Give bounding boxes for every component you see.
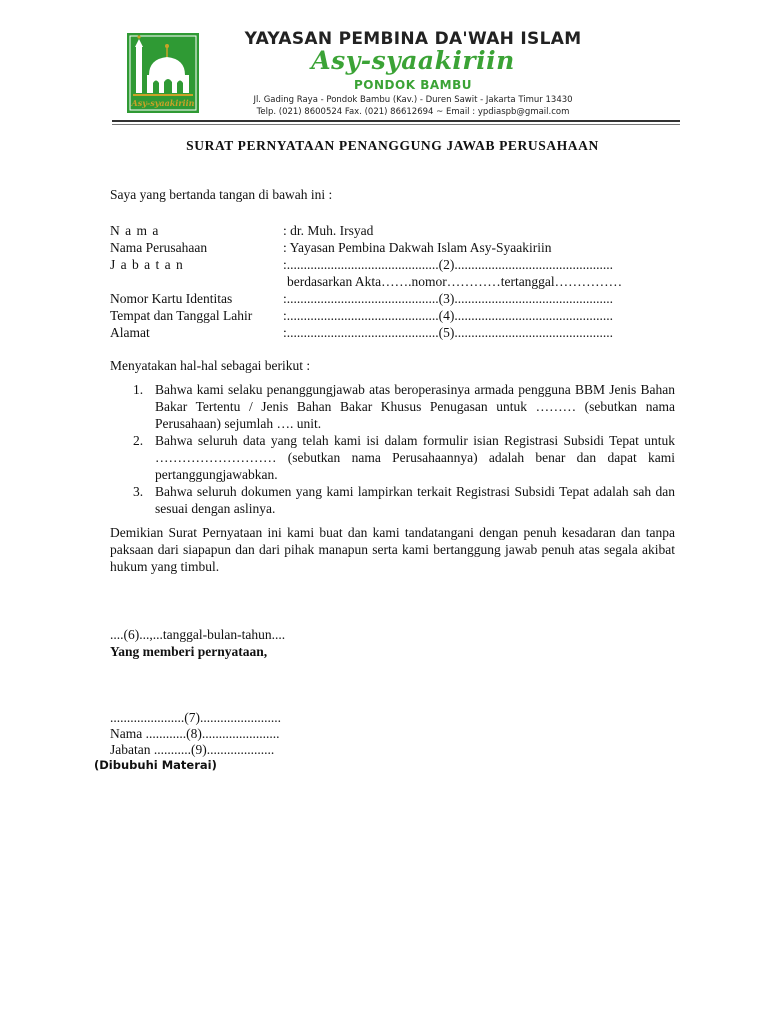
field-label-id-number: Nomor Kartu Identitas (110, 291, 233, 306)
letterhead-divider-thick (112, 120, 680, 122)
logo-caption: Asy-syaakiriin (131, 98, 195, 108)
stamp-duty-note: (Dibubuhi Materai) (94, 758, 217, 772)
letterhead-divider-thin (112, 124, 680, 125)
signer-name: Nama ............(8)....................... (110, 726, 280, 741)
field-label-company: Nama Perusahaan (110, 240, 208, 255)
statement-number: 3. (133, 484, 144, 499)
field-label-position: J a b a t a n (110, 257, 184, 272)
organization-address: Jl. Gading Raya - Pondok Bambu (Kav.) - Duren Sawit - Jakarta Timur 13430 (253, 95, 573, 105)
signature-line: ......................(7)........................ (110, 710, 281, 725)
statement-text: Bahwa seluruh data yang telah kami isi dalam formulir isian Registrasi Subsidi Tepat untuk ……………………… (sebutkan nama Perusahaannya) adalah benar dan dapat kami pertanggungjawabkan. (155, 433, 675, 482)
closing-paragraph: Demikian Surat Pernyataan ini kami buat dan kami tandatangani dengan penuh kesadaran dan tanpa paksaan dari siapapun dan dari pihak manapun serta kami bertanggung jawab penuh atas segala akibat hukum yang timbul. (110, 525, 675, 574)
field-value-id-number: :.............................................(3)............................................... (283, 291, 613, 306)
field-value-birth: :.............................................(4)............................................... (283, 308, 613, 323)
statement-text: Bahwa seluruh dokumen yang kami lampirkan terkait Registrasi Subsidi Tepat adalah sah dan sesuai dengan aslinya. (155, 484, 675, 516)
field-label-birth: Tempat dan Tanggal Lahir (110, 308, 253, 323)
foundation-logo (127, 33, 199, 113)
statement-number: 1. (133, 382, 144, 397)
organization-name: YAYASAN PEMBINA DA'WAH ISLAM (244, 29, 582, 49)
organization-script-name: Asy-syaakiriin (311, 46, 515, 75)
field-label-name: N a m a (110, 223, 160, 238)
field-value-name: : dr. Muh. Irsyad (283, 223, 374, 238)
field-label-address: Alamat (110, 325, 150, 340)
place-date-line: ....(6)...,...tanggal-bulan-tahun.... (110, 627, 286, 642)
statement-intro: Menyatakan hal-hal sebagai berikut : (110, 358, 311, 373)
field-value-address: :.............................................(5)............................................... (283, 325, 613, 340)
signer-position: Jabatan ...........(9).................... (110, 742, 275, 757)
statement-number: 2. (133, 433, 144, 448)
statement-text: Bahwa kami selaku penanggungjawab atas beroperasinya armada pengguna BBM Jenis Bahan Bakar Tertentu / Jenis Bahan Bakar Khusus Penugasan untuk ……… (sebutkan nama Perusahaan) sejumlah …. unit. (155, 382, 675, 431)
signer-heading: Yang memberi pernyataan, (110, 644, 268, 659)
field-value-company: : Yayasan Pembina Dakwah Islam Asy-Syaakiriin (283, 240, 552, 255)
field-value-deed: berdasarkan Akta…….nomor…………tertanggal…………… (287, 274, 623, 289)
intro-text: Saya yang bertanda tangan di bawah ini : (110, 187, 333, 202)
organization-contact: Telp. (021) 8600524 Fax. (021) 86612694 ~ Email : ypdiaspb@gmail.com (256, 107, 570, 117)
document-title: SURAT PERNYATAAN PENANGGUNG JAWAB PERUSAHAAN (186, 138, 599, 153)
field-value-position: :.............................................(2)............................................... (283, 257, 613, 272)
organization-branch: PONDOK BAMBU (354, 78, 472, 92)
